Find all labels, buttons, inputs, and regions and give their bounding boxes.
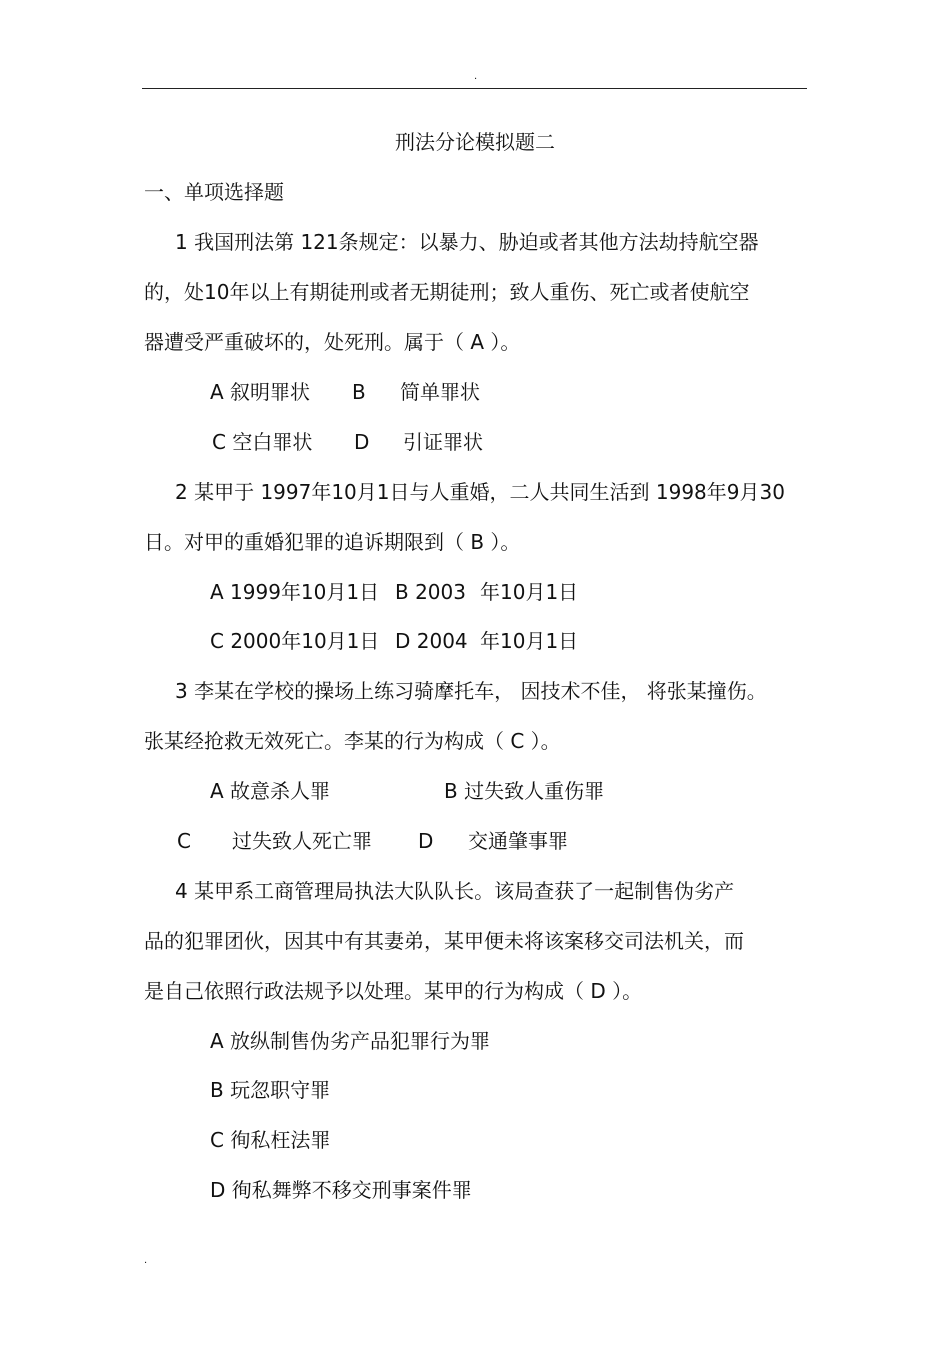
question-4-line-2: 品的犯罪团伙，因其中有其妻弟，某甲便未将该案移交司法机关，而 xyxy=(144,929,744,953)
question-4-line-1: 4 某甲系工商管理局执法大队队长。该局查获了一起制售伪劣产 xyxy=(175,879,735,903)
header-mark: . xyxy=(474,71,478,82)
question-3-option-b: B 过失致人重伤罪 xyxy=(444,779,605,803)
question-1-line-1: 1 我国刑法第 121条规定：以暴力、胁迫或者其他方法劫持航空器 xyxy=(175,230,759,254)
question-2-option-d-text: 年10月1日 xyxy=(480,629,579,653)
question-2-option-a: A 1999年10月1日 xyxy=(210,580,380,604)
question-1-line-2: 的，处10年以上有期徒刑或者无期徒刑；致人重伤、死亡或者使航空 xyxy=(144,280,750,304)
question-4-option-c: C 徇私枉法罪 xyxy=(210,1128,331,1152)
question-3-option-c-letter: C xyxy=(177,829,191,853)
question-2-line-2: 日。对甲的重婚犯罪的追诉期限到（ B ）。 xyxy=(144,530,521,554)
question-2-option-b-letter: B 2003 xyxy=(395,580,466,604)
question-1-option-d-text: 引证罪状 xyxy=(403,430,483,454)
footer-mark: . xyxy=(144,1255,148,1266)
question-2-option-c: C 2000年10月1日 xyxy=(210,629,380,653)
section-title: 一、单项选择题 xyxy=(144,180,284,204)
question-4-line-3: 是自己依照行政法规予以处理。某甲的行为构成（ D ）。 xyxy=(144,979,643,1003)
question-1-option-b-letter: B xyxy=(352,380,366,404)
question-3-option-c-text: 过失致人死亡罪 xyxy=(232,829,372,853)
header-rule xyxy=(142,88,807,89)
question-1-option-a: A 叙明罪状 xyxy=(210,380,311,404)
question-2-line-1: 2 某甲于 1997年10月1日与人重婚，二人共同生活到 1998年9月30 xyxy=(175,480,785,504)
question-1-option-d-letter: D xyxy=(354,430,370,454)
question-2-option-d-letter: D 2004 xyxy=(395,629,468,653)
question-1-option-c: C 空白罪状 xyxy=(212,430,313,454)
question-4-option-d: D 徇私舞弊不移交刑事案件罪 xyxy=(210,1178,472,1202)
question-1-line-3: 器遭受严重破坏的，处死刑。属于（ A ）。 xyxy=(144,330,521,354)
question-4-option-b: B 玩忽职守罪 xyxy=(210,1078,331,1102)
question-2-option-b-text: 年10月1日 xyxy=(480,580,579,604)
question-4-option-a: A 放纵制售伪劣产品犯罪行为罪 xyxy=(210,1029,491,1053)
question-3-line-1: 3 李某在学校的操场上练习骑摩托车， 因技术不佳， 将张某撞伤。 xyxy=(175,679,767,703)
question-3-line-2: 张某经抢救无效死亡。李某的行为构成（ C ）。 xyxy=(144,729,561,753)
question-3-option-a: A 故意杀人罪 xyxy=(210,779,331,803)
question-3-option-d-letter: D xyxy=(418,829,434,853)
question-1-option-b-text: 简单罪状 xyxy=(400,380,480,404)
question-3-option-d-text: 交通肇事罪 xyxy=(468,829,568,853)
document-title: 刑法分论模拟题二 xyxy=(395,130,555,154)
